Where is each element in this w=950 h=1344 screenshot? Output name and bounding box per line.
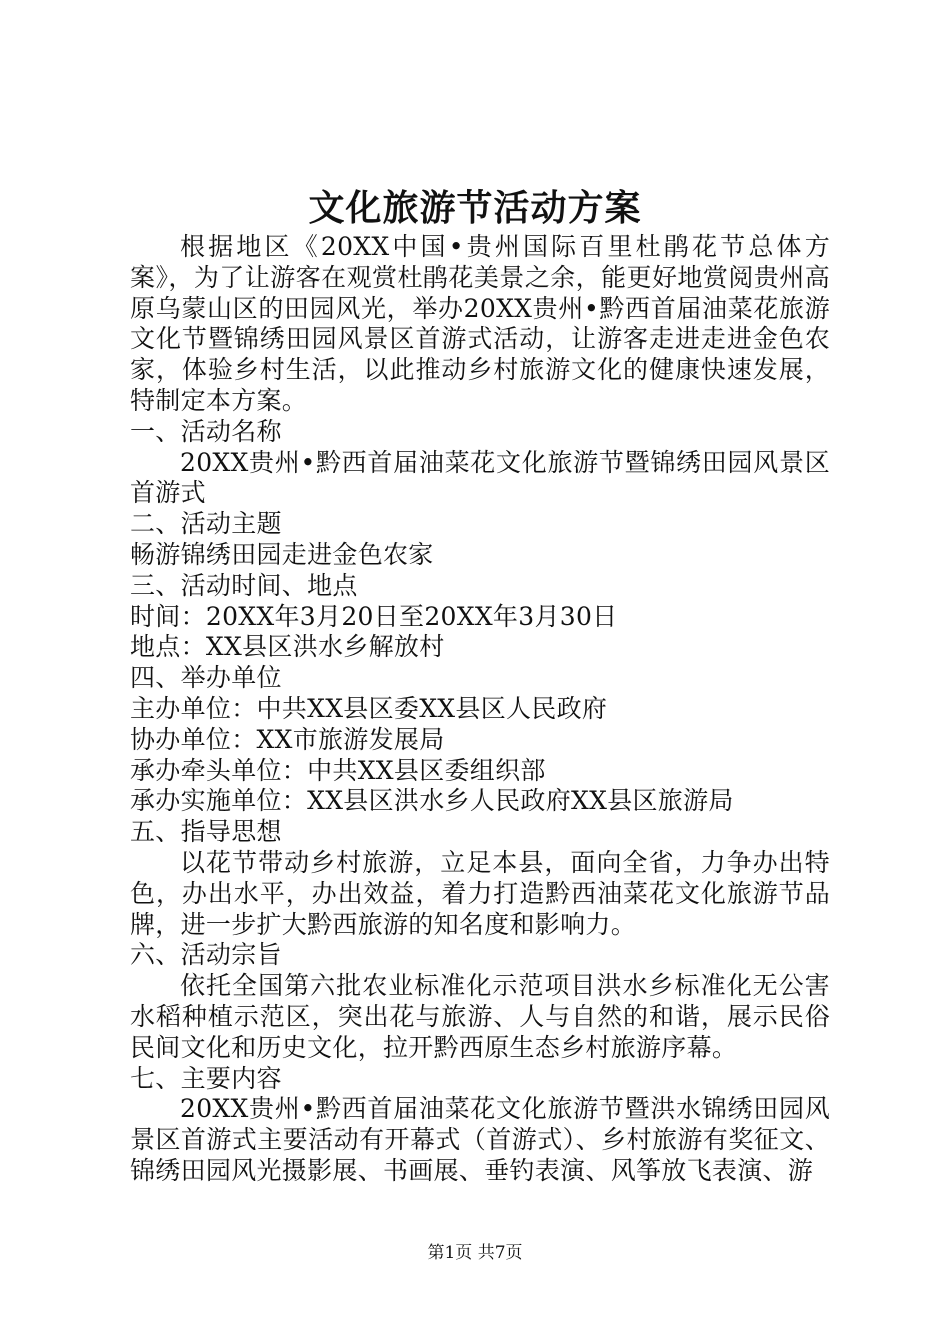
guiding-ideology-text: 以花节带动乡村旅游，立足本县，面向全省，力争办出特色，办出水平，办出效益，着力打造黔西油菜花文化旅游节品牌，进一步扩大黔西旅游的知名度和影响力。 xyxy=(130,847,830,939)
intro-paragraph: 根据地区《20XX中国•贵州国际百里杜鹃花节总体方案》，为了让游客在观赏杜鹃花美景之余，能更好地赏阅贵州高原乌蒙山区的田园风光，举办20XX贵州•黔西首届油菜花旅游文化节暨锦绣田园风景区首游式活动，让游客走进走进金色农家，体验乡村生活，以此推动乡村旅游文化的健康快速发展，特制定本方案。 xyxy=(130,232,830,415)
document-body xyxy=(130,232,830,1187)
section-heading-organizers: 四、举办单位 xyxy=(130,663,282,693)
main-content-text: 20XX贵州•黔西首届油菜花文化旅游节暨洪水锦绣田园风景区首游式主要活动有开幕式（首游式）、乡村旅游有奖征文、锦绣田园风光摄影展、书画展、垂钓表演、风筝放飞表演、游 xyxy=(130,1094,830,1185)
section-heading-main-content: 七、主要内容 xyxy=(130,1063,282,1093)
place-text: 地点：XX县区洪水乡解放村 xyxy=(130,632,445,662)
section-heading-time-place: 三、活动时间、地点 xyxy=(130,570,358,600)
page-footer: 第1页 共7页 xyxy=(427,1243,523,1263)
activity-name-text: 20XX贵州•黔西首届油菜花文化旅游节暨锦绣田园风景区首游式 xyxy=(130,447,830,508)
section-heading-theme: 二、活动主题 xyxy=(130,509,282,539)
section-heading-activity-name: 一、活动名称 xyxy=(130,416,282,446)
lead-organizer-text: 承办牵头单位：中共XX县区委组织部 xyxy=(130,755,546,785)
theme-text: 畅游锦绣田园走进金色农家 xyxy=(130,539,434,569)
document-title: 文化旅游节活动方案 xyxy=(308,187,642,229)
section-heading-purpose: 六、活动宗旨 xyxy=(130,940,282,970)
time-text: 时间：20XX年3月20日至20XX年3月30日 xyxy=(130,601,618,631)
purpose-text: 依托全国第六批农业标准化示范项目洪水乡标准化无公害水稻种植示范区，突出花与旅游、人与自然的和谐，展示民俗民间文化和历史文化，拉开黔西原生态乡村旅游序幕。 xyxy=(130,971,830,1062)
co-organizer-text: 协办单位：XX市旅游发展局 xyxy=(130,724,445,754)
host-organizer-text: 主办单位：中共XX县区委XX县区人民政府 xyxy=(130,693,608,723)
section-heading-guiding-ideology: 五、指导思想 xyxy=(130,817,282,847)
executing-organizer-text: 承办实施单位：XX县区洪水乡人民政府XX县区旅游局 xyxy=(130,786,734,816)
